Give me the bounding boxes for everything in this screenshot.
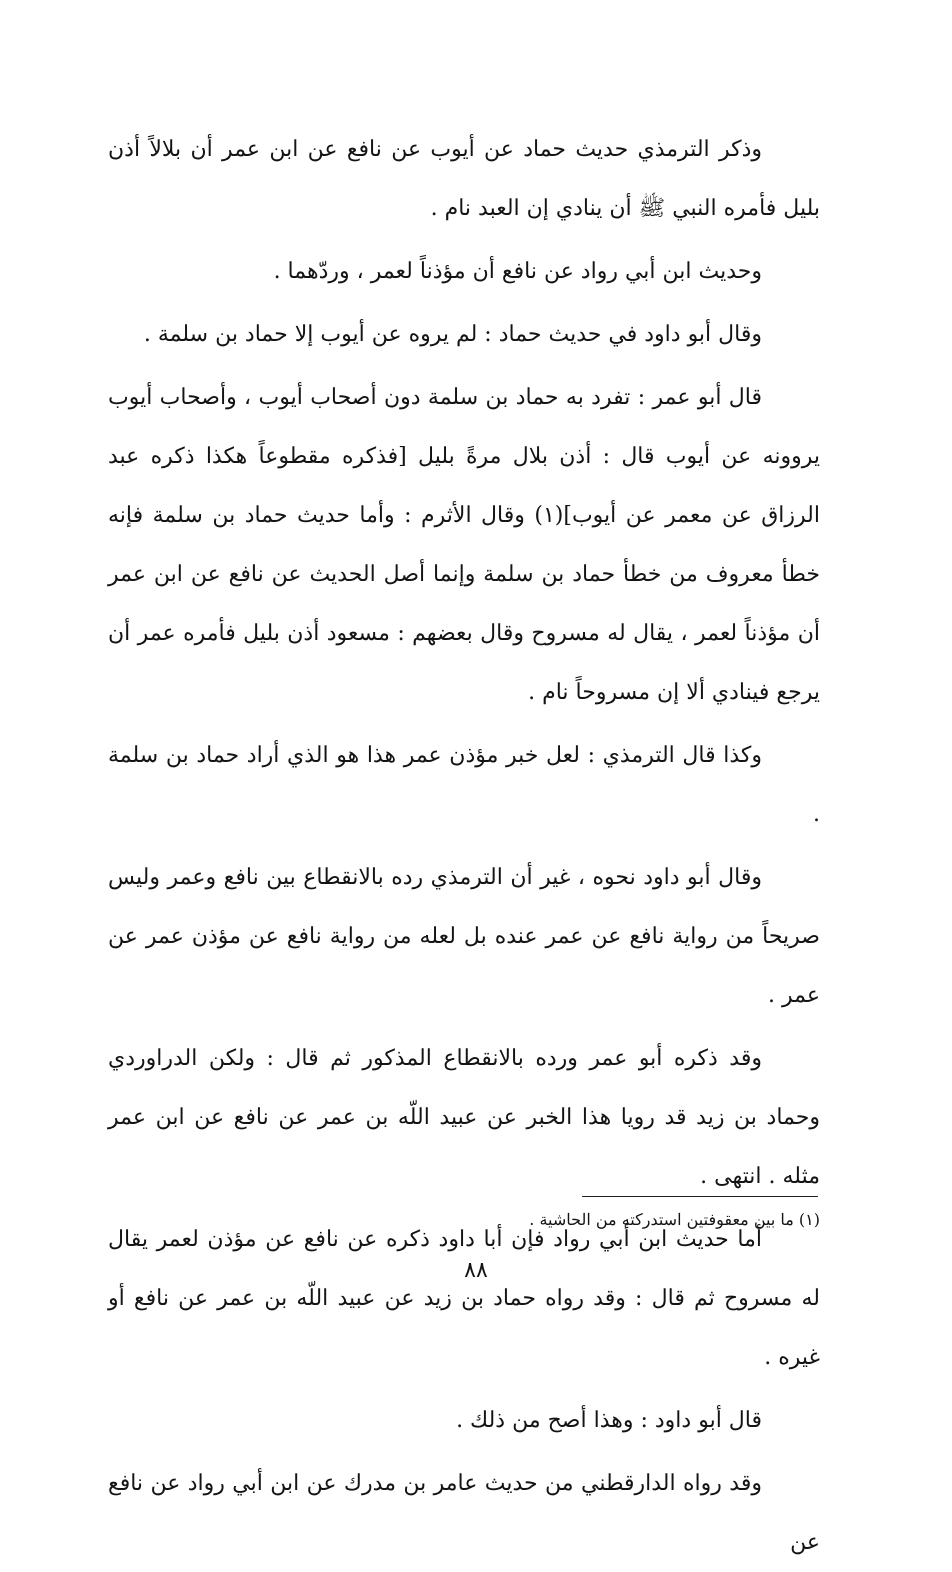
paragraph: وحديث ابن أبي رواد عن نافع أن مؤذناً لعمر ، وردّهما . — [273, 259, 762, 284]
page-number: ٨٨ — [464, 1258, 488, 1283]
footnote: (١) ما بين معقوفتين استدركته من الحاشية . — [529, 1210, 820, 1229]
footnote-divider — [582, 1196, 818, 1197]
main-text — [108, 120, 820, 1572]
paragraph: وكذا قال الترمذي : لعل خبر مؤذن عمر هذا هو الذي أراد حماد بن سلمة . — [108, 743, 820, 827]
paragraph: وقد رواه الدارقطني من حديث عامر بن مدرك عن ابن أبي رواد عن نافع عن — [108, 1471, 820, 1555]
paragraph: وذكر الترمذي حديث حماد عن أيوب عن نافع عن ابن عمر أن بلالاً أذن بليل فأمره النبي ﷺ أن ينادي إن العبد نام . — [108, 137, 820, 221]
paragraph: قال أبو عمر : تفرد به حماد بن سلمة دون أصحاب أيوب ، وأصحاب أيوب يروونه عن أيوب قال : أذن بلال مرةً بليل [فذكره مقطوعاً هكذا ذكره عبد الرزاق عن معمر عن أيوب](١) وقال الأثرم : وأما حديث حماد بن سلمة فإنه خطأ معروف من خطأ حماد بن سلمة وإنما أصل الحديث عن نافع عن ابن عمر أن مؤذناً لعمر ، يقال له مسروح وقال بعضهم : مسعود أذن بليل فأمره عمر أن يرجع فينادي ألا إن مسروحاً نام . — [108, 385, 820, 705]
paragraph: وقال أبو داود في حديث حماد : لم يروه عن أيوب إلا حماد بن سلمة . — [143, 322, 762, 347]
paragraph: أما حديث ابن أبي رواد فإن أبا داود ذكره عن نافع عن مؤذن لعمر يقال له مسروح ثم قال : وقد رواه حماد بن زيد عن عبيد اللّه بن عمر عن نافع أو غيره . — [108, 1227, 820, 1370]
paragraph: قال أبو داود : وهذا أصح من ذلك . — [456, 1408, 762, 1433]
paragraph: وقال أبو داود نحوه ، غير أن الترمذي رده بالانقطاع بين نافع وعمر وليس صريحاً من رواية نافع عن عمر عنده بل لعله من رواية نافع عن مؤذن عمر عن عمر . — [108, 865, 820, 1008]
paragraph: وقد ذكره أبو عمر ورده بالانقطاع المذكور ثم قال : ولكن الدراوردي وحماد بن زيد قد رويا هذا الخبر عن عبيد اللّه بن عمر عن نافع عن ابن عمر مثله . انتهى . — [108, 1046, 820, 1189]
